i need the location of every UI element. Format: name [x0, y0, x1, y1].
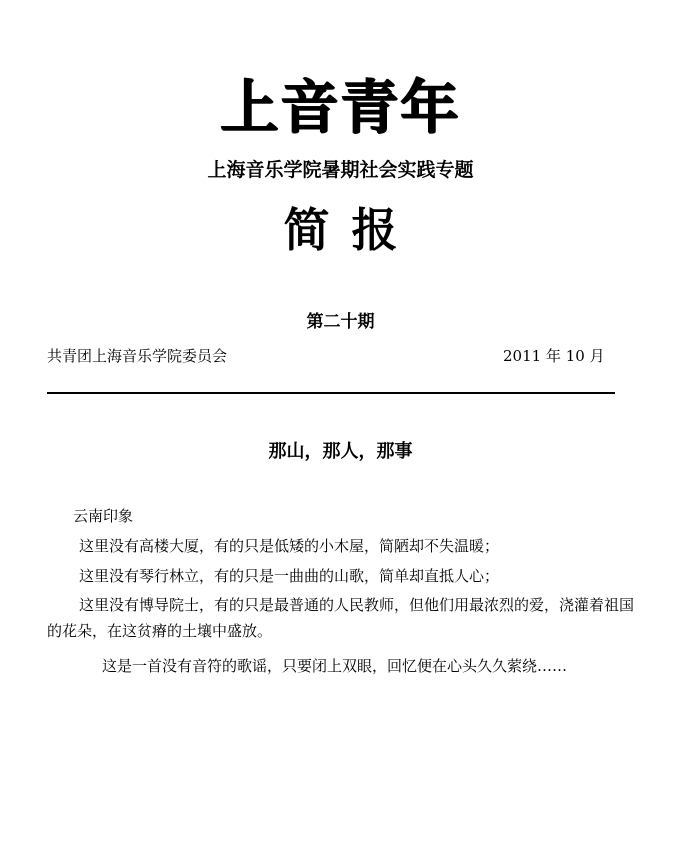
article-line: 这里没有琴行林立，有的只是一曲曲的山歌，简单却直抵人心；	[79, 567, 500, 585]
report-title: 简报	[283, 203, 420, 257]
article-closing: 这是一首没有音符的歌谣，只要闭上双眼，回忆便在心头久久萦绕……	[102, 657, 568, 675]
section-heading: 云南印象	[73, 507, 134, 525]
bulletin-subtitle: 上海音乐学院暑期社会实践专题	[207, 159, 474, 181]
publisher-organization: 共青团上海音乐学院委员会	[47, 347, 228, 365]
article-title: 那山，那人，那事	[268, 441, 413, 462]
article-line: 这里没有高楼大厦，有的只是低矮的小木屋，简陋却不失温暖；	[79, 537, 500, 555]
masthead-title: 上音青年	[220, 73, 461, 141]
header-divider	[47, 392, 615, 394]
article-paragraph: 这里没有博导院士，有的只是最普通的人民教师，但他们用最浓烈的爱，浇灌着祖国的花朵，在这贫瘠的土壤中盛放。	[47, 596, 635, 640]
publication-date: 2011 年 10 月	[503, 347, 605, 365]
issue-number: 第二十期	[306, 312, 375, 332]
